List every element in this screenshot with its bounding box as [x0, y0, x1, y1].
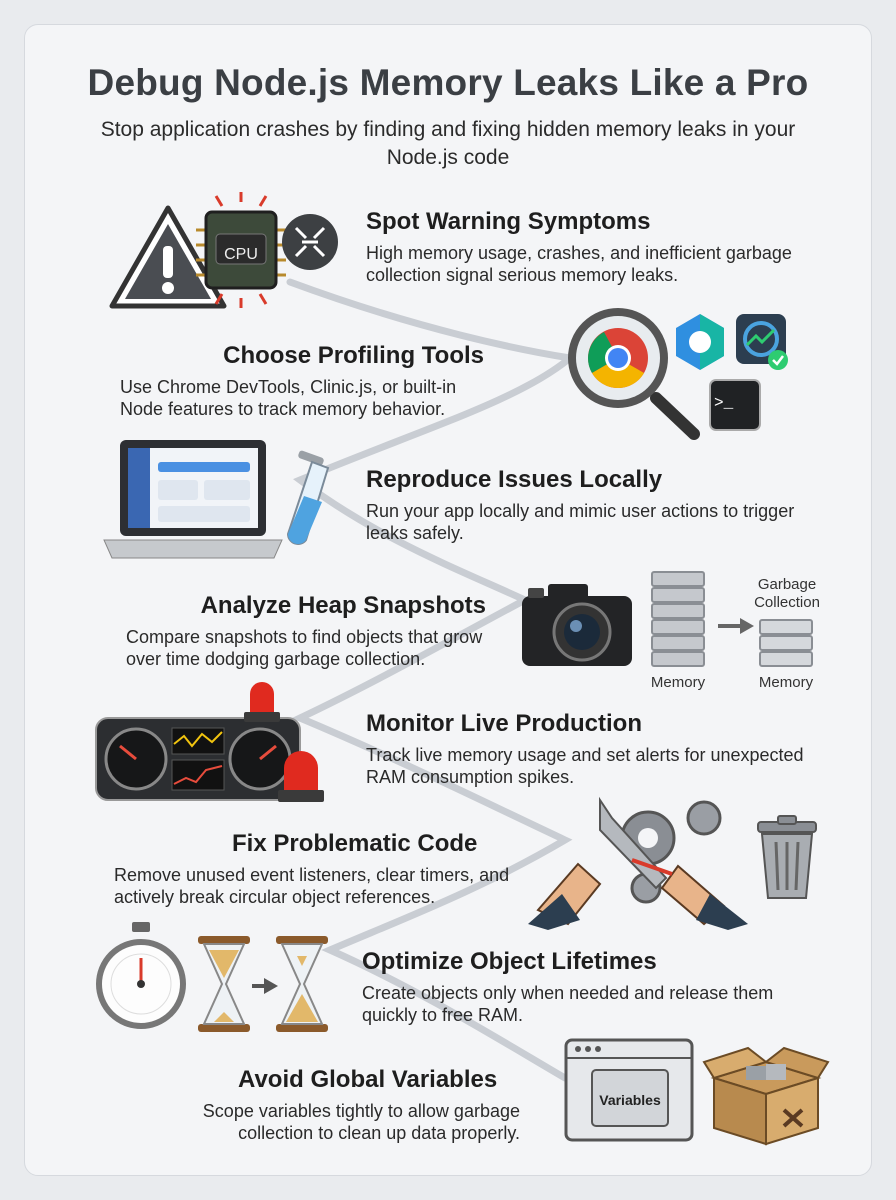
wrench-gears-icon	[528, 790, 748, 930]
step-text: Use Chrome DevTools, Clinic.js, or built-in Node features to track memory behavior.	[120, 377, 457, 419]
alarm-light-icon	[276, 748, 326, 806]
step-title: Choose Profiling Tools	[223, 342, 484, 369]
variables-window-icon	[564, 1038, 694, 1142]
terminal-prompt: >_	[714, 394, 734, 412]
step-title: Monitor Live Production	[366, 710, 642, 737]
memory-label-before: Memory	[650, 674, 706, 691]
page-subtitle: Stop application crashes by finding and fixing hidden memory leaks in your Node.js code	[100, 118, 796, 169]
laptop-icon	[104, 436, 284, 566]
garbage-collection-label: Garbage Collection	[754, 576, 820, 611]
step-fix-problematic-code	[110, 830, 530, 908]
step-title: Avoid Global Variables	[238, 1066, 498, 1093]
step-title: Reproduce Issues Locally	[366, 466, 663, 493]
monitor-icon	[734, 312, 790, 372]
step-title: Optimize Object Lifetimes	[362, 948, 657, 975]
step-text: Compare snapshots to find objects that grow over time dodging garbage collection.	[126, 627, 483, 669]
trash-can-icon	[752, 814, 822, 900]
dashboard-icon	[94, 712, 304, 802]
clinic-icon	[670, 310, 730, 374]
server-stack-icon	[648, 570, 708, 670]
step-text: Create objects only when needed and release them quickly to free RAM.	[362, 983, 774, 1025]
stopwatch-icon	[96, 922, 186, 1032]
camera-icon	[518, 578, 636, 668]
arrow-right-icon	[716, 616, 756, 636]
alarm-light-icon	[242, 678, 282, 724]
server-small-icon	[756, 618, 816, 668]
step-spot-warning-symptoms	[366, 208, 806, 286]
hourglass-icon	[274, 936, 330, 1032]
step-optimize-object-lifetimes	[362, 948, 802, 1026]
box-icon	[704, 1048, 828, 1148]
crash-icon	[280, 212, 340, 272]
step-reproduce-issues-locally	[366, 466, 806, 544]
step-text: Run your app locally and mimic user actions to trigger leaks safely.	[366, 501, 795, 543]
step-title: Fix Problematic Code	[232, 830, 478, 857]
step-text: Remove unused event listeners, clear timers, and actively break circular object references.	[114, 865, 510, 907]
cpu-label: CPU	[224, 246, 258, 263]
page-title: Debug Node.js Memory Leaks Like a Pro	[87, 62, 809, 103]
step-analyze-heap-snapshots	[100, 592, 500, 670]
step-title: Spot Warning Symptoms	[366, 208, 651, 235]
step-text: Track live memory usage and set alerts for unexpected RAM consumption spikes.	[366, 745, 804, 787]
step-text: Scope variables tightly to allow garbage collection to clean up data properly.	[202, 1101, 520, 1143]
step-title: Analyze Heap Snapshots	[200, 592, 486, 619]
variables-label: Variables	[599, 1092, 661, 1108]
hourglass-icon	[196, 936, 252, 1032]
test-tube-icon	[282, 454, 332, 554]
step-text: High memory usage, crashes, and inefficient garbage collection signal serious memory leaks.	[366, 243, 792, 285]
step-monitor-live-production	[366, 710, 806, 788]
step-choose-profiling-tools	[100, 342, 484, 420]
memory-label-after: Memory	[758, 674, 814, 691]
step-avoid-global-variables	[150, 1066, 520, 1144]
